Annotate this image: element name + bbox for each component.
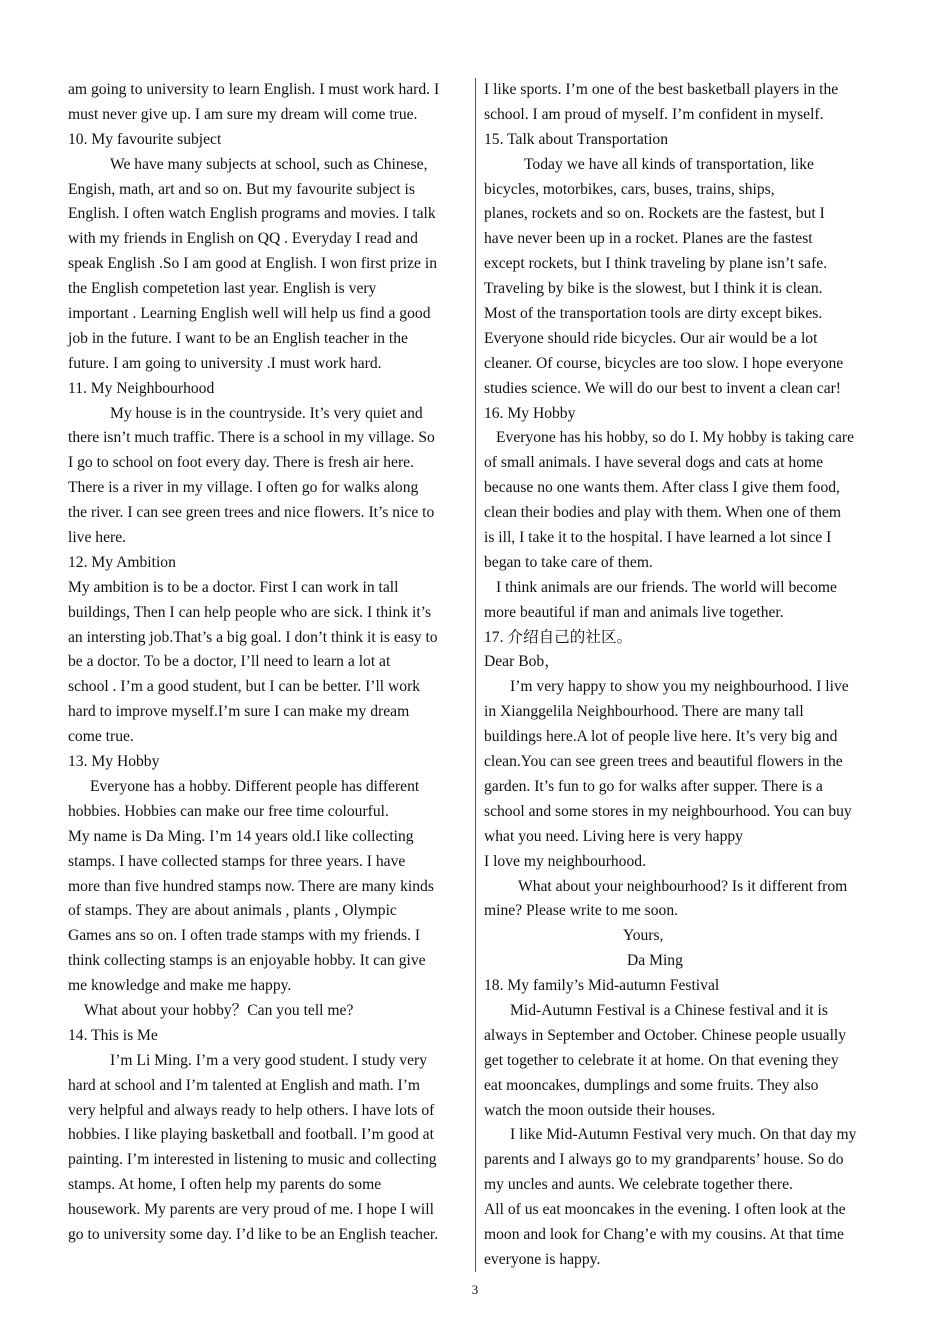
text-line: job in the future. I want to be an English teacher in the bbox=[68, 329, 408, 347]
text-line: is ill, I take it to the hospital. I have learned a lot since I bbox=[484, 529, 832, 547]
text-line: I like Mid-Autumn Festival very much. On that day my bbox=[510, 1126, 857, 1144]
text-line: My house is in the countryside. It’s very quiet and bbox=[110, 404, 423, 422]
right-column bbox=[484, 78, 884, 1273]
text-line: go to university some day. I’d like to be an English teacher. bbox=[68, 1225, 439, 1243]
text-line: speak English .So I am good at English. I won first prize in bbox=[68, 255, 437, 273]
text-line: Today we have all kinds of transportation, like bbox=[524, 155, 814, 173]
text-line: future. I am going to university .I must work hard. bbox=[68, 354, 382, 372]
text-line: there isn’t much traffic. There is a school in my village. So bbox=[68, 429, 435, 447]
text-line: parents and I always go to my grandparents’ house. So do bbox=[484, 1151, 844, 1169]
text-line: 17. 介绍自己的社区。 bbox=[484, 628, 633, 646]
text-line: with my friends in English on QQ . Everyday I read and bbox=[68, 230, 418, 248]
text-line: stamps. I have collected stamps for three years. I have bbox=[68, 852, 406, 870]
text-line: come true. bbox=[68, 728, 134, 746]
text-line: I think animals are our friends. The world will become bbox=[496, 578, 837, 596]
text-line: important . Learning English well will help us find a good bbox=[68, 305, 431, 323]
text-line: stamps. At home, I often help my parents do some bbox=[68, 1176, 382, 1194]
text-line: school and some stores in my neighbourhood. You can buy bbox=[484, 802, 852, 820]
text-line: what you need. Living here is very happy bbox=[484, 827, 743, 845]
text-line: 16. My Hobby bbox=[484, 404, 576, 422]
text-line: watch the moon outside their houses. bbox=[484, 1101, 716, 1119]
text-line: 18. My family’s Mid-autumn Festival bbox=[484, 977, 720, 995]
text-line: school. I am proud of myself. I’m confident in myself. bbox=[484, 105, 824, 123]
text-line: be a doctor. To be a doctor, I’ll need to learn a lot at bbox=[68, 653, 391, 671]
text-line: except rockets, but I think traveling by plane isn’t safe. bbox=[484, 255, 828, 273]
text-line: Dear Bob， bbox=[484, 653, 560, 671]
text-line: get together to celebrate it at home. On that evening they bbox=[484, 1051, 839, 1069]
text-line: my uncles and aunts. We celebrate together there. bbox=[484, 1176, 793, 1194]
text-line: I’m very happy to show you my neighbourhood. I live bbox=[510, 678, 849, 696]
text-line: We have many subjects at school, such as Chinese, bbox=[110, 155, 428, 173]
text-line: Mid-Autumn Festival is a Chinese festival and it is bbox=[510, 1001, 828, 1019]
text-line: 15. Talk about Transportation bbox=[484, 130, 669, 148]
text-line: Engish, math, art and so on. But my favourite subject is bbox=[68, 180, 415, 198]
text-line: buildings, Then I can help people who are sick. I think it’s bbox=[68, 603, 432, 621]
text-line: I like sports. I’m one of the best basketball players in the bbox=[484, 81, 839, 98]
text-line: hard at school and I’m talented at English and math. I’m bbox=[68, 1076, 421, 1094]
text-line: I go to school on foot every day. There is fresh air here. bbox=[68, 454, 414, 472]
text-line: eat mooncakes, dumplings and some fruits. They also bbox=[484, 1076, 819, 1094]
text-line: began to take care of them. bbox=[484, 553, 653, 571]
text-line: There is a river in my village. I often go for walks along bbox=[68, 479, 419, 497]
text-line: mine? Please write to me soon. bbox=[484, 902, 679, 920]
text-line: studies science. We will do our best to invent a clean car! bbox=[484, 379, 841, 397]
left-column bbox=[68, 78, 468, 1248]
text-line: school . I’m a good student, but I can be better. I’ll work bbox=[68, 678, 421, 696]
page-number: 3 bbox=[471, 1282, 479, 1297]
text-line: planes, rockets and so on. Rockets are the fastest, but I bbox=[484, 205, 825, 223]
text-line: Yours, bbox=[623, 927, 664, 945]
text-line: me knowledge and make me happy. bbox=[68, 977, 292, 995]
text-line: everyone is happy. bbox=[484, 1250, 601, 1268]
text-line: am going to university to learn English. I must work hard. I bbox=[68, 81, 440, 98]
text-line: 11. My Neighbourhood bbox=[68, 379, 215, 397]
text-line: live here. bbox=[68, 529, 127, 547]
text-line: the English competetion last year. English is very bbox=[68, 280, 377, 298]
text-line: very helpful and always ready to help others. I have lots of bbox=[68, 1101, 435, 1119]
text-line: Da Ming bbox=[627, 952, 683, 970]
text-line: have never been up in a rocket. Planes are the fastest bbox=[484, 230, 813, 248]
text-line: Most of the transportation tools are dirty except bikes. bbox=[484, 305, 823, 323]
text-line: All of us eat mooncakes in the evening. I often look at the bbox=[484, 1201, 846, 1219]
text-line: 13. My Hobby bbox=[68, 753, 160, 771]
column-divider bbox=[475, 78, 476, 1272]
text-line: clean.You can see green trees and beautiful flowers in the bbox=[484, 753, 843, 771]
text-line: hard to improve myself.I’m sure I can make my dream bbox=[68, 703, 410, 721]
text-line: What about your hobby？Can you tell me? bbox=[84, 1001, 354, 1019]
text-line: moon and look for Chang’e with my cousins. At that time bbox=[484, 1225, 844, 1243]
text-line: Games ans so on. I often trade stamps with my friends. I bbox=[68, 927, 421, 945]
text-line: Traveling by bike is the slowest, but I think it is clean. bbox=[484, 280, 823, 298]
text-line: Everyone has his hobby, so do I. My hobby is taking care bbox=[496, 429, 855, 447]
text-line: garden. It’s fun to go for walks after supper. There is a bbox=[484, 777, 823, 795]
text-line: the river. I can see green trees and nice flowers. It’s nice to bbox=[68, 504, 435, 522]
text-line: housework. My parents are very proud of me. I hope I will bbox=[68, 1201, 434, 1219]
text-line: hobbies. Hobbies can make our free time colourful. bbox=[68, 802, 389, 820]
text-line: must never give up. I am sure my dream will come true. bbox=[68, 105, 418, 123]
text-line: more beautiful if man and animals live together. bbox=[484, 603, 784, 621]
text-line: I’m Li Ming. I’m a very good student. I study very bbox=[110, 1051, 428, 1069]
text-line: 12. My Ambition bbox=[68, 553, 176, 571]
text-line: more than five hundred stamps now. There are many kinds bbox=[68, 877, 434, 895]
text-line: My ambition is to be a doctor. First I can work in tall bbox=[68, 578, 399, 596]
text-line: bicycles, motorbikes, cars, buses, trains, ships, bbox=[484, 180, 775, 198]
text-line: hobbies. I like playing basketball and football. I’m good at bbox=[68, 1126, 434, 1144]
text-line: painting. I’m interested in listening to music and collecting bbox=[68, 1151, 437, 1169]
text-line: What about your neighbourhood? Is it different from bbox=[518, 877, 848, 895]
text-line: cleaner. Of course, bicycles are too slow. I hope everyone bbox=[484, 354, 844, 372]
text-line: an intersting job.That’s a big goal. I don’t think it is easy to bbox=[68, 628, 438, 646]
text-line: of stamps. They are about animals , plants , Olympic bbox=[68, 902, 397, 920]
text-line: English. I often watch English programs and movies. I talk bbox=[68, 205, 436, 223]
text-line: always in September and October. Chinese people usually bbox=[484, 1026, 847, 1044]
text-line: 10. My favourite subject bbox=[68, 130, 222, 148]
text-line: in Xianggelila Neighbourhood. There are many tall bbox=[484, 703, 804, 721]
text-line: of small animals. I have several dogs and cats at home bbox=[484, 454, 824, 472]
text-line: think collecting stamps is an enjoyable hobby. It can give bbox=[68, 952, 426, 970]
text-line: 14. This is Me bbox=[68, 1026, 158, 1044]
text-line: Everyone has a hobby. Different people has different bbox=[90, 777, 420, 795]
text-line: My name is Da Ming. I’m 14 years old.I like collecting bbox=[68, 827, 414, 845]
text-line: because no one wants them. After class I give them food, bbox=[484, 479, 840, 497]
text-line: I love my neighbourhood. bbox=[484, 852, 646, 870]
text-line: Everyone should ride bicycles. Our air would be a lot bbox=[484, 329, 818, 347]
text-line: clean their bodies and play with them. When one of them bbox=[484, 504, 841, 522]
text-line: buildings here.A lot of people live here. It’s very big and bbox=[484, 728, 838, 746]
